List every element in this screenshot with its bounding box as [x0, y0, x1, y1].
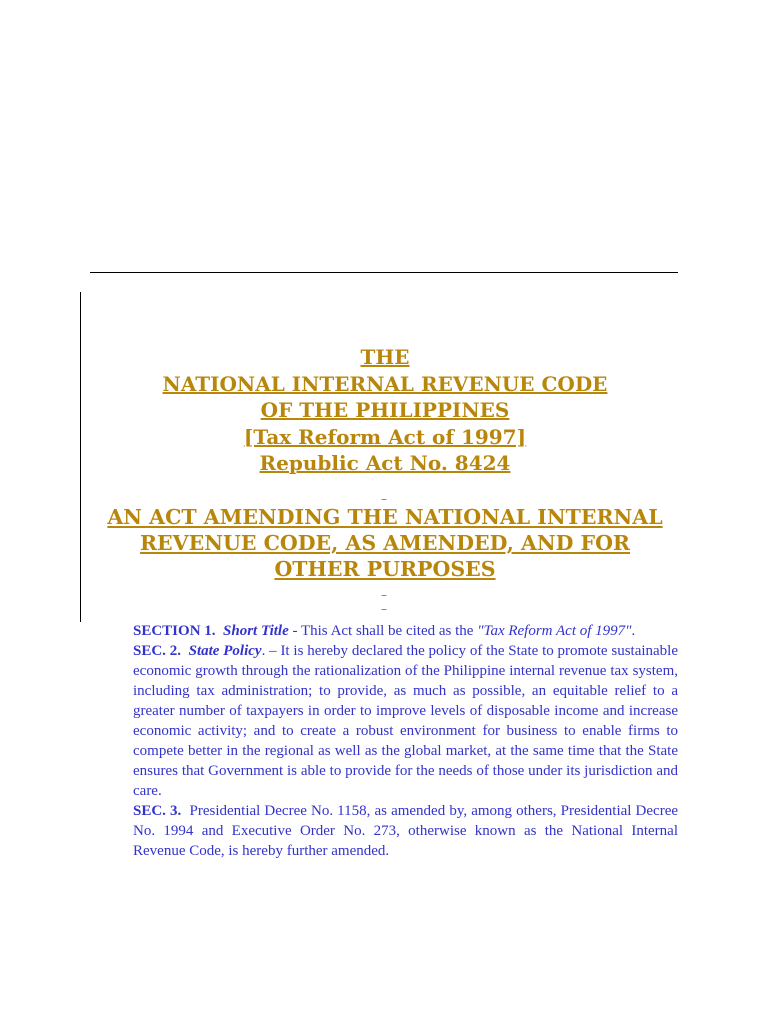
title-line-4: [Tax Reform Act of 1997] [243, 424, 527, 449]
left-margin-bar [80, 292, 81, 622]
act-title-line-1: AN ACT AMENDING THE NATIONAL INTERNAL [107, 505, 663, 529]
title-line-3: OF THE PHILIPPINES [260, 398, 510, 422]
section-1-end: . [631, 623, 636, 639]
section-3-label: SEC. 3. [133, 803, 182, 819]
document-title [90, 344, 680, 477]
section-1-text: - This Act shall be cited as the [288, 623, 478, 639]
section-1-heading: Short Title [223, 623, 289, 639]
title-line-1: THE [360, 345, 410, 369]
section-3 [133, 801, 678, 861]
section-1-label: SECTION 1. [133, 623, 216, 639]
horizontal-rule [90, 272, 678, 273]
title-line-2: NATIONAL INTERNAL REVENUE CODE [162, 371, 608, 396]
section-3-text: Presidential Decree No. 1158, as amended by, among others, Presidential Decree No. 1994 and Executive Order No. 273, otherwise known as the National Internal Revenue Code, is hereby further amended. [133, 803, 679, 859]
section-2-label: SEC. 2. [133, 643, 181, 659]
act-title-line-3: OTHER PURPOSES [274, 557, 496, 581]
section-1-cite: "Tax Reform Act of 1997" [477, 623, 632, 639]
spacer-mark [379, 596, 389, 612]
section-2-heading: State Policy [188, 643, 262, 659]
body-text [133, 621, 678, 861]
spacer-mark [379, 486, 389, 502]
section-2-text: . – It is hereby declared the policy of the State to promote sustainable economic growth through the rationalization of the Philippine internal revenue tax system, including tax administration; to provide, as much as possible, an equitable relief to a greater number of taxpayers in order to improve levels of disposable income and increase economic activity; and to create a robust environment for business to enable firms to compete better in the regional as well as the global market, at the same time that the State ensures that Government is able to provide for the needs of those under its jurisdiction and care. [133, 643, 679, 799]
act-title [90, 504, 680, 582]
title-line-5: Republic Act No. 8424 [259, 451, 511, 475]
section-2 [133, 641, 678, 801]
section-1 [133, 621, 678, 641]
act-title-line-2: REVENUE CODE, AS AMENDED, AND FOR [140, 531, 630, 555]
